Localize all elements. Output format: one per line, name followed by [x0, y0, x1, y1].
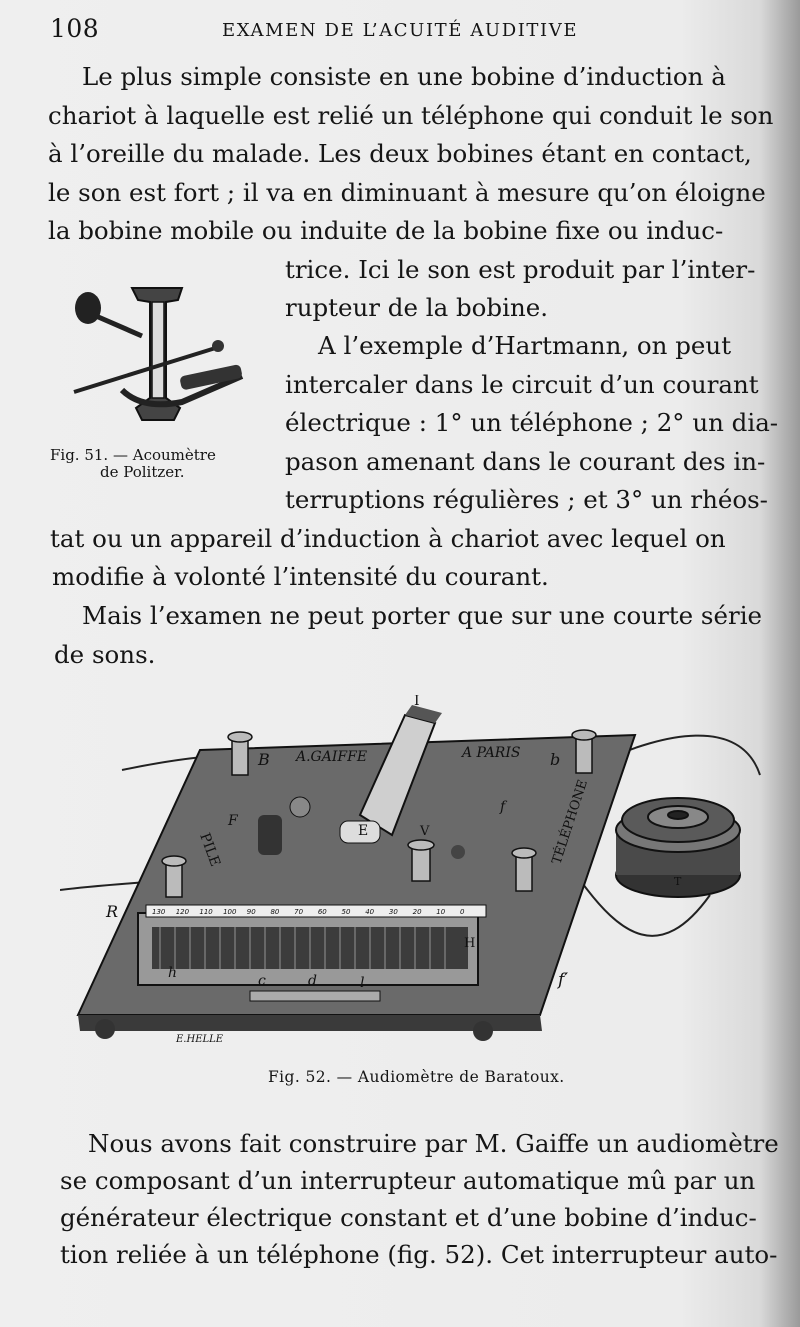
text-line: terruptions régulières ; et 3° un rhéos- — [285, 485, 768, 514]
text-line: tion reliée à un téléphone (fig. 52). Cet interrupteur auto- — [60, 1240, 778, 1269]
label-t: T — [674, 875, 682, 888]
text-line: chariot à laquelle est relié un téléphone qui conduit le son — [48, 100, 774, 130]
text-line: la bobine mobile ou induite de la bobine fixe ou induc- — [48, 216, 724, 245]
scale-tick-label: 100 — [223, 908, 237, 916]
text-line: le son est fort ; il va en diminuant à mesure qu’on éloigne — [48, 177, 766, 207]
scale-tick-label: 120 — [175, 908, 190, 916]
label-paris: A PARIS — [462, 745, 521, 761]
scale-tick-label: 70 — [294, 908, 304, 916]
label-h-upper: H — [464, 936, 476, 951]
text-line: rupteur de la bobine. — [285, 293, 549, 322]
label-e: E — [358, 823, 369, 839]
label-f-lower: f — [500, 799, 506, 815]
label-pile: PILE — [196, 830, 224, 869]
scale-tick-label: 50 — [341, 908, 351, 916]
label-i: I — [414, 695, 420, 709]
scale-tick-label: 30 — [388, 908, 398, 916]
figure-52-caption: Fig. 52. — Audiomètre de Baratoux. — [268, 1068, 565, 1086]
text-line: trice. Ici le son est produit par l’inter- — [285, 254, 756, 284]
engraver-signature: E.HELLE — [176, 1034, 224, 1045]
label-f-prime: f′ — [558, 970, 569, 990]
figure-51-caption — [50, 447, 270, 481]
text-line: de sons. — [54, 639, 156, 669]
label-v: V — [420, 824, 430, 839]
text-line: modifie à volonté l’intensité du courant. — [52, 562, 549, 591]
scale-tick-label: 80 — [270, 908, 280, 916]
label-h: h — [168, 965, 178, 981]
text-line: tat ou un appareil d’induction à chariot avec lequel on — [50, 523, 726, 553]
scale-tick-label: 90 — [246, 908, 256, 916]
scale-tick-label: 110 — [199, 908, 213, 916]
label-f: F — [228, 813, 238, 829]
scale-tick-label: 40 — [365, 908, 375, 916]
page-number: 108 — [50, 14, 100, 43]
label-d: d — [308, 973, 317, 989]
label-gaiffe: A.GAIFFE — [296, 749, 368, 765]
figure-51-acoumeter-illustration — [62, 280, 262, 440]
text-line: à l’oreille du malade. Les deux bobines étant en contact, — [48, 139, 752, 168]
text-line: intercaler dans le circuit d’un courant — [285, 369, 759, 399]
label-telephone: TÉLÉPHONE — [549, 778, 591, 867]
paragraph-3 — [48, 597, 768, 674]
text-line: électrique : 1° un téléphone ; 2° un dia- — [285, 408, 779, 437]
text-line: Nous avons fait construire par M. Gaiffe un audiomètre — [88, 1129, 779, 1158]
page-header — [50, 14, 770, 48]
scale-tick-label: 0 — [460, 908, 465, 916]
paragraph-4 — [60, 1125, 780, 1273]
figure-52-audiometer-illustration — [60, 695, 790, 1055]
text-line: A l’exemple d’Hartmann, on peut — [318, 331, 732, 360]
scale-tick-label: 10 — [436, 908, 446, 916]
running-head: EXAMEN DE L’ACUITÉ AUDITIVE — [222, 20, 579, 41]
text-line: Mais l’examen ne peut porter que sur une courte série — [82, 601, 763, 630]
scale-tick-label: 20 — [412, 908, 422, 916]
text-line: se composant d’un interrupteur automatique mû par un — [60, 1166, 756, 1195]
text-line: générateur électrique constant et d’une bobine d’induc- — [60, 1203, 757, 1232]
label-r: R — [106, 902, 119, 921]
label-l: l — [360, 975, 365, 991]
caption-line: Fig. 51. — Acoumètre — [50, 446, 216, 464]
label-c: c — [258, 973, 266, 989]
scale-tick-label: 130 — [152, 908, 166, 916]
label-b-lower: b — [550, 750, 561, 769]
text-line: Le plus simple consiste en une bobine d’induction à — [82, 62, 726, 91]
label-b-upper: B — [258, 750, 270, 769]
caption-line: de Politzer. — [100, 463, 185, 481]
text-line: pason amenant dans le courant des in- — [285, 446, 766, 476]
scale-tick-label: 60 — [317, 908, 327, 916]
